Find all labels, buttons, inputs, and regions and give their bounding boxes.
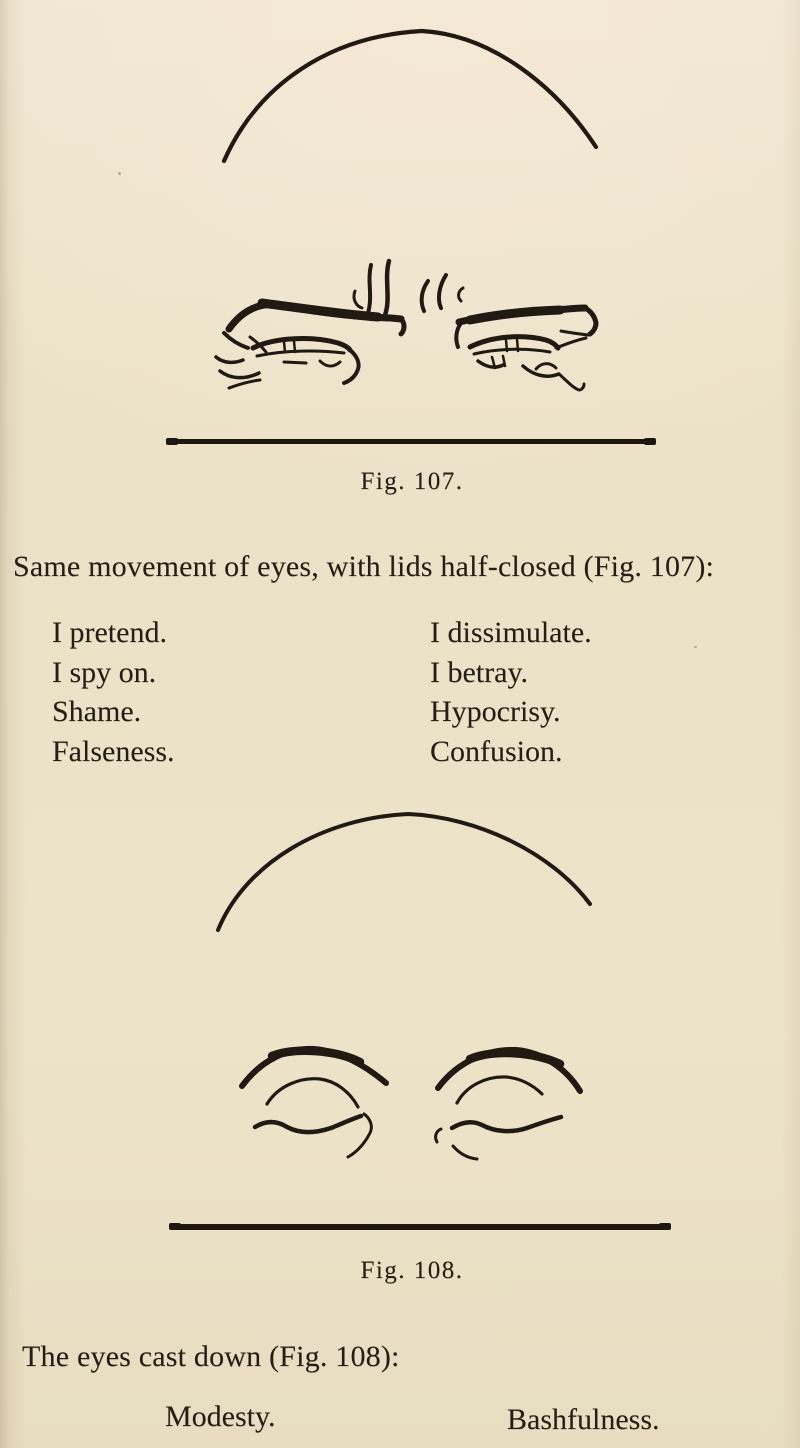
list-item: I betray. [430, 655, 528, 689]
section107-right-column [430, 613, 592, 771]
term-bashfulness: Bashfulness. [507, 1403, 660, 1436]
list-item: I spy on. [52, 655, 157, 689]
fig108-drawing [0, 780, 800, 1200]
section108-heading: The eyes cast down (Fig. 108): [22, 1340, 400, 1373]
list-item: I dissimulate. [430, 616, 592, 649]
term-modesty: Modesty. [165, 1400, 276, 1433]
fig107-drawing [0, 0, 800, 460]
list-item: I pretend. [52, 616, 167, 649]
left-half-closed-eye-icon [216, 303, 404, 388]
right-downcast-eye-icon [436, 1050, 580, 1159]
left-downcast-eye-icon [242, 1049, 386, 1157]
fig108-divider-rule [170, 1224, 670, 1230]
section107-left-column [52, 613, 175, 771]
list-item: Confusion. [430, 734, 563, 768]
paper-speck [694, 646, 697, 648]
fig108-caption: Fig. 108. [360, 1257, 464, 1284]
fig107-divider-rule [167, 439, 655, 444]
list-item: Falseness. [52, 734, 175, 768]
section107-heading: Same movement of eyes, with lids half-closed (Fig. 107): [13, 550, 715, 583]
frown-lines-icon [354, 261, 463, 315]
paper-speck [118, 172, 121, 175]
right-half-closed-eye-icon [456, 308, 596, 390]
fig107-caption: Fig. 107. [360, 468, 464, 495]
list-item: Shame. [52, 695, 142, 728]
head-outline-arc-icon [224, 31, 596, 161]
list-item: Hypocrisy. [430, 695, 561, 728]
head-outline-arc-icon [218, 814, 590, 930]
